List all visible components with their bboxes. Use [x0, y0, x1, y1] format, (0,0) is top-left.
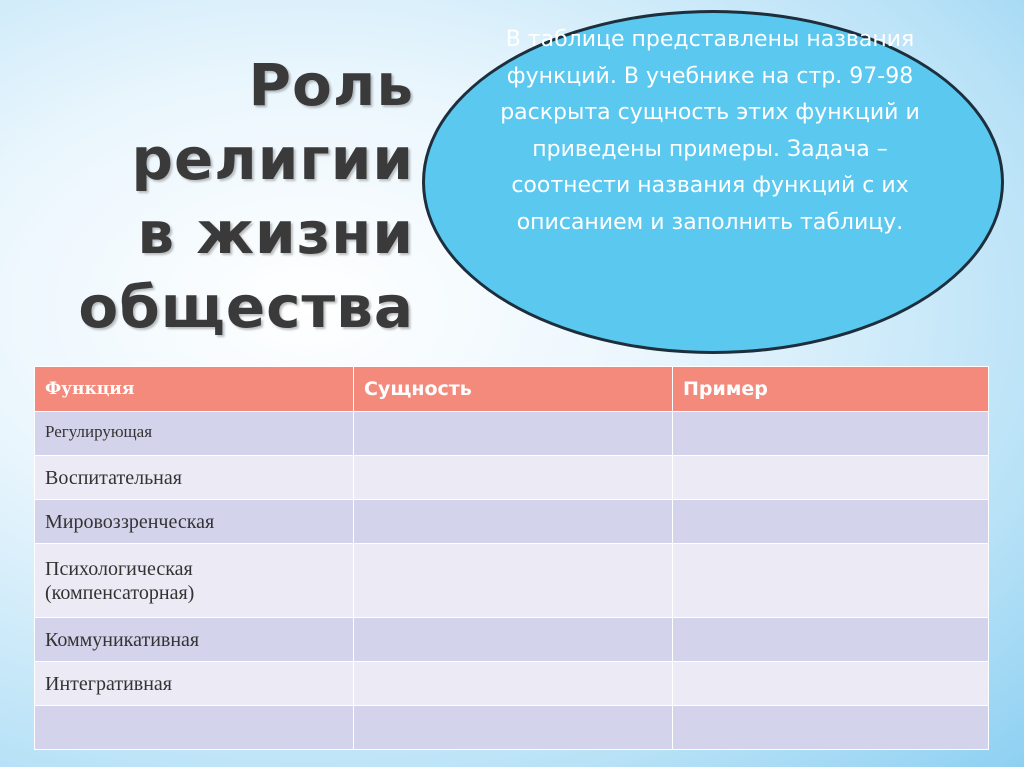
- example-cell[interactable]: [673, 500, 989, 544]
- example-cell[interactable]: [673, 618, 989, 662]
- table-row: [35, 500, 989, 544]
- table-row: [35, 544, 989, 618]
- essence-cell[interactable]: [354, 500, 673, 544]
- header-example: Пример: [673, 367, 989, 412]
- example-cell[interactable]: [673, 456, 989, 500]
- function-name: Интегративная: [35, 662, 354, 706]
- essence-cell[interactable]: [354, 662, 673, 706]
- essence-cell[interactable]: [354, 456, 673, 500]
- example-cell[interactable]: [673, 544, 989, 618]
- header-function: Функция: [35, 367, 354, 412]
- title-line-1: Роль религии: [131, 51, 414, 193]
- callout-text: В таблице представлены названия функций. В учебнике на стр. 97-98 раскрыта сущность этих функций и приведены примеры. Задача – соотнести названия функций с их описанием и заполнить таблицу.: [500, 27, 920, 235]
- function-name: Мировоззренческая: [35, 500, 354, 544]
- function-name: Коммуникативная: [35, 618, 354, 662]
- functions-table: [34, 366, 989, 750]
- title-line-3: общества: [78, 273, 414, 341]
- function-name: Психологическая (компенсаторная): [35, 544, 354, 618]
- table-header-row: [35, 367, 989, 412]
- essence-cell[interactable]: [354, 412, 673, 456]
- title-line-2: в жизни: [137, 199, 414, 267]
- essence-cell[interactable]: [354, 618, 673, 662]
- table-row: [35, 456, 989, 500]
- function-name: Регулирующая: [35, 412, 354, 456]
- slide-title: [22, 48, 414, 344]
- essence-cell[interactable]: [354, 544, 673, 618]
- example-cell[interactable]: [673, 662, 989, 706]
- example-cell[interactable]: [673, 706, 989, 750]
- example-cell[interactable]: [673, 412, 989, 456]
- table-row: [35, 706, 989, 750]
- function-name[interactable]: [35, 706, 354, 750]
- function-name: Воспитательная: [35, 456, 354, 500]
- table-row: [35, 662, 989, 706]
- table-row: [35, 618, 989, 662]
- table-row: [35, 412, 989, 456]
- essence-cell[interactable]: [354, 706, 673, 750]
- header-essence: Сущность: [354, 367, 673, 412]
